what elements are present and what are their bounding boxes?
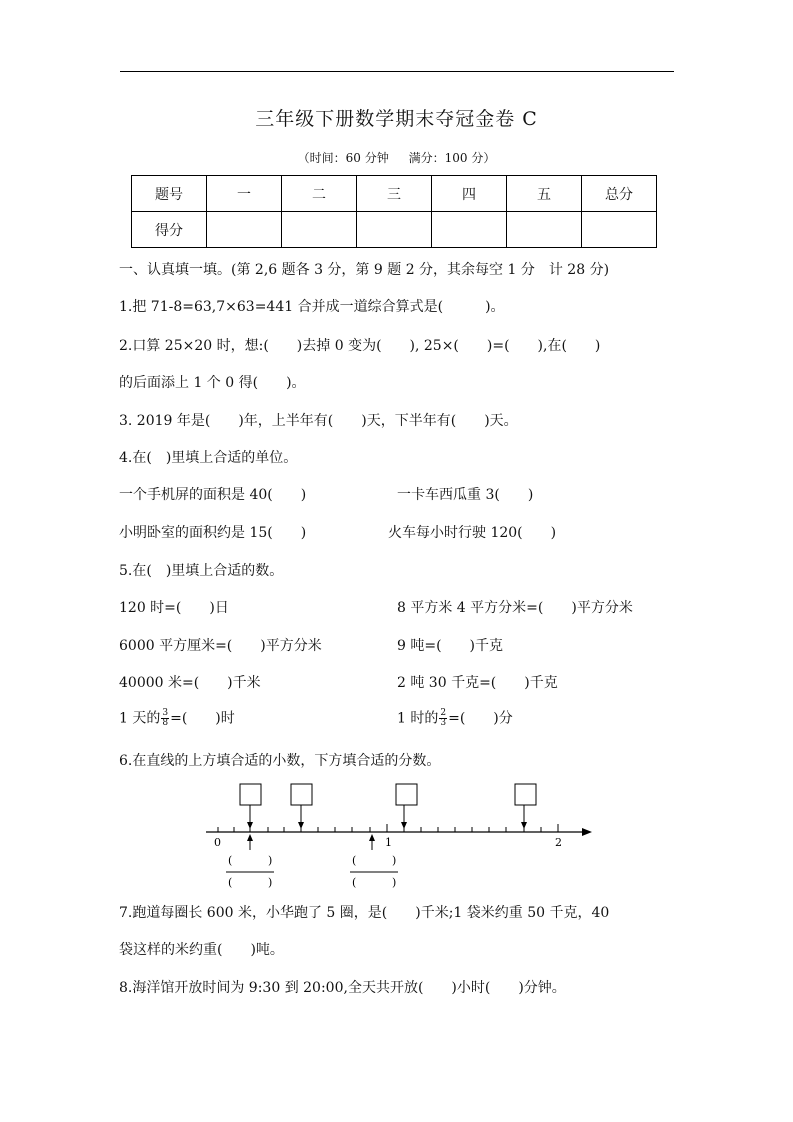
header-rule — [120, 71, 674, 72]
axis-arrow-icon — [582, 828, 592, 836]
question-5-item-b: 8 平方米 4 平方分米=( )平方分米 — [397, 600, 633, 616]
item-h-suffix: =( )分 — [448, 710, 513, 727]
fraction-numerator: 3 — [162, 708, 169, 718]
fraction-answer-left[interactable] — [226, 854, 274, 889]
label-two: 2 — [555, 836, 562, 849]
question-5-item-e: 40000 米=( )千米 — [119, 675, 261, 691]
decimal-answer-box[interactable] — [291, 784, 312, 805]
score-table-header-row — [132, 176, 657, 212]
question-5-item-g — [119, 709, 235, 728]
arrow-down-icon — [247, 822, 253, 829]
score-header-cell: 总分 — [582, 176, 657, 212]
item-h-prefix: 1 时的 — [397, 710, 439, 727]
item-g-suffix: =( )时 — [170, 710, 235, 727]
question-8: 8.海洋馆开放时间为 9:30 到 20:00,全天共开放( )小时( )分钟。 — [119, 980, 566, 996]
fraction-two-thirds — [439, 709, 447, 728]
paren-close: ) — [268, 854, 273, 867]
paren-close: ) — [392, 876, 397, 889]
item-g-prefix: 1 天的 — [119, 710, 161, 727]
score-table-score-row — [132, 212, 657, 248]
question-5: 5.在( )里填上合适的数。 — [119, 563, 284, 579]
question-6: 6.在直线的上方填合适的小数，下方填合适的分数。 — [119, 753, 441, 769]
arrow-down-icon — [401, 822, 407, 829]
score-blank-cell[interactable] — [432, 212, 507, 248]
question-4-item-a: 一个手机屏的面积是 40( ) — [119, 487, 307, 503]
score-header-cell: 一 — [207, 176, 282, 212]
question-5-item-c: 6000 平方厘米=( )平方分米 — [119, 638, 322, 654]
score-blank-cell[interactable] — [207, 212, 282, 248]
fraction-denominator: 3 — [440, 718, 447, 728]
arrow-down-icon — [298, 822, 304, 829]
question-3: 3. 2019 年是( )年，上半年有( )天，下半年有( )天。 — [119, 413, 518, 429]
label-one: 1 — [385, 836, 392, 849]
paren-close: ) — [392, 854, 397, 867]
arrow-up-icon — [247, 834, 253, 841]
number-line-ticks — [218, 824, 558, 832]
decimal-answer-box[interactable] — [515, 784, 536, 805]
fraction-numerator: 2 — [440, 708, 447, 718]
arrow-up-icon — [369, 834, 375, 841]
score-blank-cell[interactable] — [282, 212, 357, 248]
score-blank-cell[interactable] — [582, 212, 657, 248]
section-heading: 一、认真填一填。(第 2,6 题各 3 分，第 9 题 2 分，其余每空 1 分 计 28 分) — [119, 262, 610, 278]
page-title: 三年级下册数学期末夺冠金卷 C — [255, 108, 538, 130]
fraction-answer-right[interactable] — [350, 854, 398, 889]
score-header-cell: 二 — [282, 176, 357, 212]
paren-open: ( — [228, 854, 233, 867]
score-blank-cell[interactable] — [357, 212, 432, 248]
question-2-line-1: 2.口算 25×20 时，想:( )去掉 0 变为( ), 25×( )=( ),在( ) — [119, 338, 601, 354]
question-7-line-1: 7.跑道每圈长 600 米，小华跑了 5 圈，是( )千米;1 袋米约重 50 千克，40 — [119, 905, 610, 921]
question-5-item-d: 9 吨=( )千克 — [397, 638, 504, 654]
paren-open: ( — [352, 854, 357, 867]
paren-open: ( — [352, 876, 357, 889]
decimal-answer-box[interactable] — [240, 784, 261, 805]
question-5-item-f: 2 吨 30 千克=( )千克 — [397, 675, 558, 691]
exam-info — [0, 149, 793, 166]
score-blank-cell[interactable] — [507, 212, 582, 248]
question-5-item-a: 120 时=( )日 — [119, 600, 229, 616]
question-4-item-b: 一卡车西瓜重 3( ) — [397, 487, 534, 503]
question-4-item-d: 火车每小时行驶 120( ) — [388, 525, 557, 541]
time-limit: （时间：60 分钟 — [297, 151, 389, 165]
score-header-cell: 题号 — [132, 176, 207, 212]
score-row-label: 得分 — [132, 212, 207, 248]
question-4: 4.在( )里填上合适的单位。 — [119, 450, 298, 466]
paren-close: ) — [268, 876, 273, 889]
question-2-line-2: 的后面添上 1 个 0 得( )。 — [119, 375, 306, 391]
fraction-denominator: 8 — [162, 718, 169, 728]
label-zero: 0 — [214, 836, 221, 849]
question-1: 1.把 71-8=63,7×63=441 合并成一道综合算式是( )。 — [119, 299, 505, 315]
question-5-item-h — [397, 709, 513, 728]
score-header-cell: 四 — [432, 176, 507, 212]
question-7-line-2: 袋这样的米约重( )吨。 — [119, 942, 284, 958]
decimal-answer-box[interactable] — [396, 784, 417, 805]
paren-open: ( — [228, 876, 233, 889]
number-line-figure — [200, 776, 600, 896]
arrow-down-icon — [521, 822, 527, 829]
full-score: 满分：100 分） — [408, 151, 496, 165]
fraction-three-eighths — [161, 709, 169, 728]
score-table — [131, 175, 657, 248]
question-4-item-c: 小明卧室的面积约是 15( ) — [119, 525, 307, 541]
score-header-cell: 三 — [357, 176, 432, 212]
score-header-cell: 五 — [507, 176, 582, 212]
